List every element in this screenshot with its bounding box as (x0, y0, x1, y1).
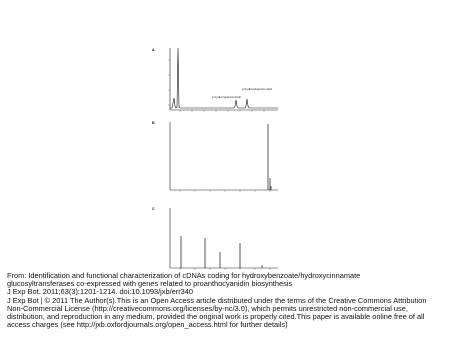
caption-title-line-2: glucosyltransferases co-expressed with genes related to proanthocyanidin biosynthesis (7, 279, 293, 289)
panel-a-letter: A (152, 48, 155, 52)
panel-b-letter: B (152, 121, 155, 125)
peak-label-hb-glc: p-hydroxybenzoyl-Glc (212, 95, 242, 99)
caption-license-line-3: distribution, and reproduction in any medium, provided the original work is properly cited.This paper is available online free of all (7, 312, 425, 322)
panel-a-trace (170, 48, 278, 108)
peak-label-hb-acid: p-hydroxybenzoic acid (242, 87, 272, 91)
caption-license-line-1: J Exp Bot | © 2011 The Author(s).This is an Open Access article distributed under the terms of the Creative Commons Attribution (7, 295, 427, 305)
panel-b (152, 121, 278, 192)
figure-svg (150, 40, 310, 270)
figure-caption (7, 272, 450, 329)
panel-c-letter: C (152, 207, 155, 211)
panel-c (152, 207, 278, 270)
caption-citation: J Exp Bot. 2011;63(3):1201-1214. doi:10.1093/jxb/err340 (7, 287, 193, 297)
caption-license-line-2: Non-Commercial License (http://creativecommons.org/licenses/by-nc/3.0), which permits unrestricted non-commercial use, (7, 303, 408, 313)
chromatogram-figure (150, 40, 310, 270)
caption-license-line-4: access charges (see http://jxb.oxfordjournals.org/open_access.html for further details) (7, 320, 288, 330)
caption-title-line-1: From: Identification and functional characterization of cDNAs coding for hydroxybenzoate/hydroxycinnamate (7, 271, 361, 280)
panel-a (152, 48, 278, 112)
